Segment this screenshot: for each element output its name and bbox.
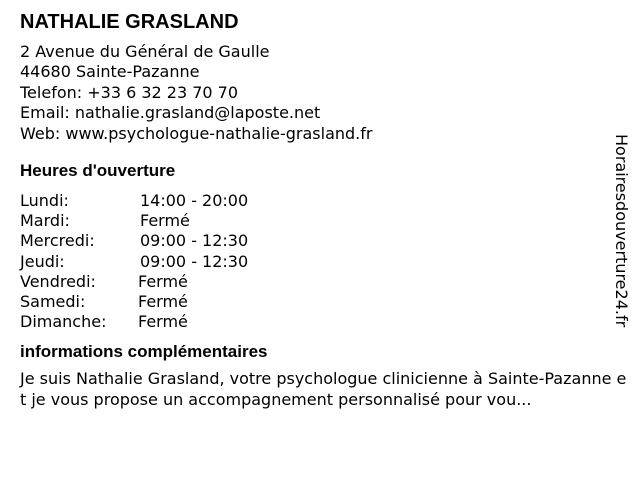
hours-row-wednesday [20, 231, 620, 251]
opening-hours-table [20, 191, 620, 332]
day-label: Mercredi: [20, 231, 95, 251]
address-line-city: 44680 Sainte-Pazanne [20, 62, 200, 82]
site-brand-label: Horairesdouverture24.fr [612, 134, 631, 328]
day-hours: 09:00 - 12:30 [140, 231, 249, 251]
additional-info-text: Je suis Nathalie Grasland, votre psychologue clinicienne à Sainte-Pazanne et je vous propose un accompagnement personnalisé pour vou... [20, 369, 627, 409]
hours-row-thursday [20, 252, 620, 272]
additional-info-heading: informations complémentaires [20, 342, 268, 362]
hours-row-tuesday [20, 211, 620, 231]
day-label: Mardi: [20, 211, 70, 231]
business-name: NATHALIE GRASLAND [20, 11, 239, 33]
day-hours: 09:00 - 12:30 [140, 251, 249, 271]
day-label: Vendredi: [20, 271, 96, 291]
hours-row-sunday [20, 312, 620, 332]
address-line-street: 2 Avenue du Général de Gaulle [20, 42, 270, 61]
day-label: Samedi: [20, 291, 86, 311]
day-hours: 14:00 - 20:00 [140, 191, 249, 211]
day-hours: Fermé [138, 291, 188, 311]
day-hours: Fermé [138, 271, 188, 291]
website-line: Web: www.psychologue-nathalie-grasland.fr [20, 123, 373, 143]
day-label: Jeudi: [20, 251, 65, 271]
day-label: Lundi: [20, 191, 69, 211]
opening-hours-heading: Heures d'ouverture [20, 161, 176, 181]
day-label: Dimanche: [20, 312, 107, 332]
hours-row-monday [20, 191, 620, 211]
hours-row-friday [20, 272, 620, 292]
email-line: Email: nathalie.grasland@laposte.net [20, 103, 321, 123]
hours-row-saturday [20, 292, 620, 312]
day-hours: Fermé [140, 211, 190, 231]
day-hours: Fermé [138, 312, 188, 332]
phone-line: Telefon: +33 6 32 23 70 70 [20, 82, 239, 102]
